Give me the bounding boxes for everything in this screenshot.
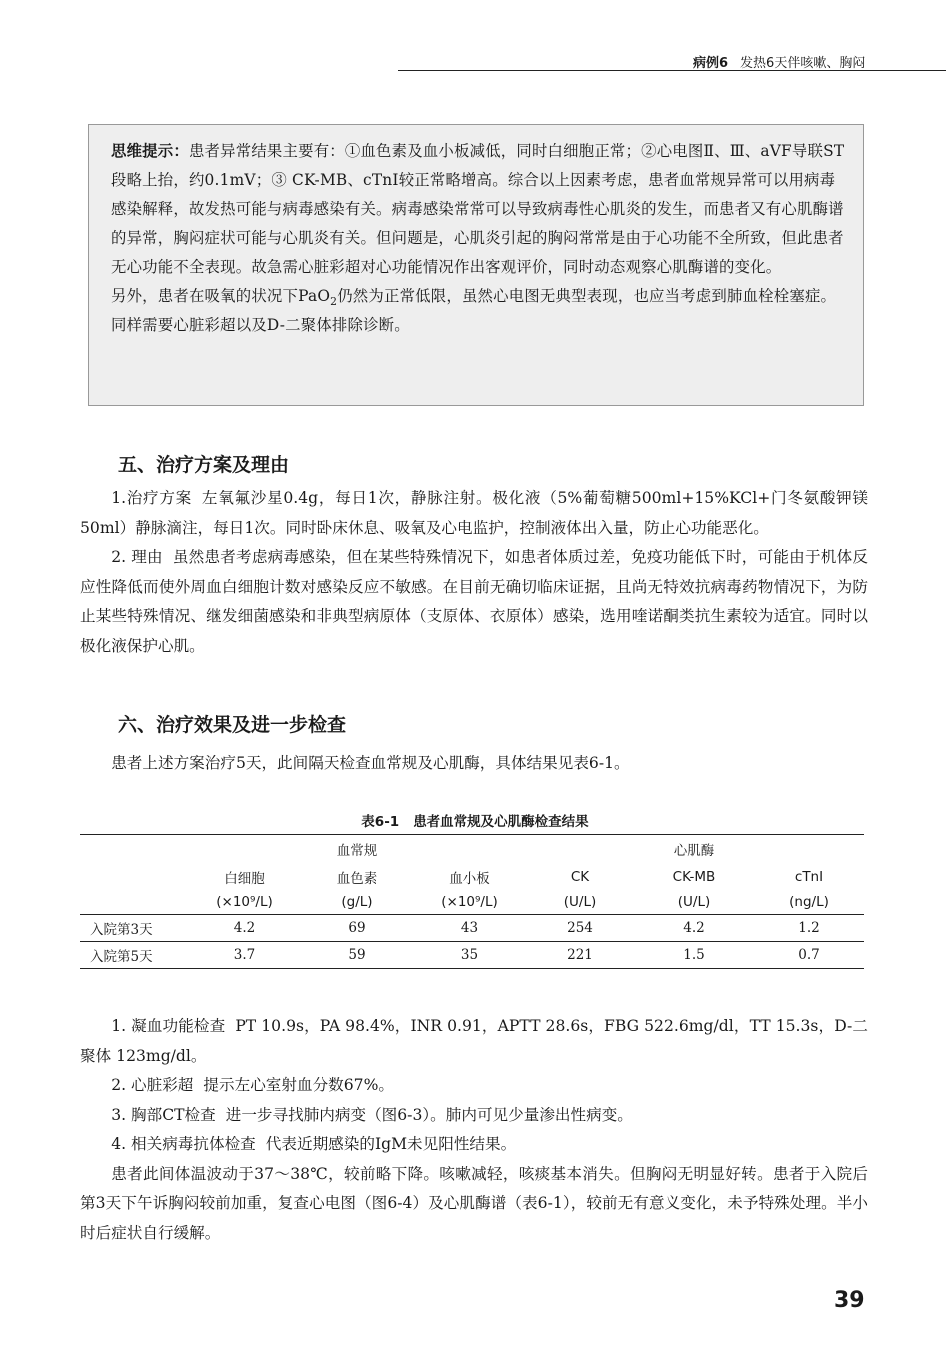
treatment-plan-label: 1.治疗方案	[111, 489, 192, 507]
hint-paragraph-1	[111, 137, 849, 282]
table-cell: 43	[460, 920, 479, 936]
finding-chest-ct	[80, 1101, 868, 1131]
table-cell: 4.2	[233, 920, 256, 936]
table-cell: 0.7	[798, 947, 820, 963]
table-title: 患者血常规及心肌酶检查结果	[413, 814, 589, 830]
hint-paragraph-2	[111, 282, 849, 340]
table-cell: 35	[460, 947, 479, 963]
running-header	[693, 52, 865, 71]
table-cell: 4.2	[683, 920, 705, 936]
section-5-body	[80, 484, 868, 661]
col-unit-hb: (g/L)	[301, 890, 413, 915]
table-caption	[0, 810, 950, 830]
group-blood-routine: 血常规	[336, 843, 378, 859]
group-myocardial-enzyme: 心肌酶	[673, 843, 715, 859]
finding-label: 4. 相关病毒抗体检查	[111, 1135, 256, 1153]
table-cell: 59	[348, 947, 366, 963]
rationale-text: 虽然患者考虑病毒感染，但在某些特殊情况下，如患者体质过差，免疫功能低下时，可能由于机体反应性降低而使外周血白细胞计数对感染反应不敏感。在目前无确切临床证据，且尚无特效抗病毒药物情况下，为防止某些特殊情况、继发细菌感染和非典型病原体（支原体、衣原体）感染，选用喹诺酮类抗生素较为适宜。同时以极化液保护心肌。	[80, 548, 868, 655]
hint-text-1: 患者异常结果主要有：①血色素及血小板减低，同时白细胞正常；②心电图Ⅱ、Ⅲ、aVF导联ST段略上抬，约0.1mV；③ CK-MB、cTnI较正常略增高。综合以上因素考虑，患者血常规异常可以用病毒感染解释，故发热可能与病毒感染有关。病毒感染常常可以导致病毒性心肌炎的发生，而患者又有心肌酶谱的异常，胸闷症状可能与心肌炎有关。但问题是，心肌炎引起的胸闷常常是由于心功能不全所致，但此患者无心功能不全表现。故急需心脏彩超对心功能情况作出客观评价，同时动态观察心肌酶谱的变化。	[111, 142, 845, 276]
row-label: 入院第5天	[90, 949, 153, 965]
rationale-paragraph	[80, 543, 868, 661]
col-name-ck: CK	[570, 868, 590, 885]
table-row	[80, 942, 864, 969]
hint-text-2b: 仍然为正常低限，虽然心电图无典型表现，也应当考虑到肺血栓栓塞症。同样需要心脏彩超以及D-二聚体排除诊断。	[111, 287, 837, 334]
col-name-ckmb: CK-MB	[672, 868, 716, 885]
finding-label: 2. 心脏彩超	[111, 1076, 194, 1094]
results-table	[80, 834, 864, 969]
col-unit-ctni: (ng/L)	[754, 890, 864, 915]
finding-text: 代表近期感染的IgM未见阳性结果。	[265, 1135, 517, 1153]
section-5-heading: 五、治疗方案及理由	[118, 454, 290, 476]
col-name-hb: 血色素	[336, 870, 378, 887]
case-label: 病例6	[693, 56, 729, 71]
rationale-label: 2. 理由	[111, 548, 163, 566]
finding-text: PT 10.9s，PA 98.4%，INR 0.91，APTT 28.6s，FBG 522.6mg/dl，TT 15.3s，D-二聚体 123mg/dl。	[80, 1017, 868, 1065]
col-unit-ck: (U/L)	[526, 890, 634, 915]
col-unit-ckmb: (U/L)	[634, 890, 754, 915]
header-rule	[398, 70, 946, 71]
section-6-intro	[80, 749, 868, 779]
col-name-ctni: cTnI	[794, 868, 824, 885]
finding-coagulation	[80, 1012, 868, 1071]
table-cell: 1.5	[683, 947, 705, 963]
finding-label: 1. 凝血功能检查	[111, 1017, 226, 1035]
table-row	[80, 915, 864, 942]
row-label: 入院第3天	[90, 922, 153, 938]
treatment-plan-text: 左氧氟沙星0.4g，每日1次，静脉注射。极化液（5%葡萄糖500ml+15%KCl+门冬氨酸钾镁50ml）静脉滴注，每日1次。同时卧床休息、吸氧及心电监护，控制液体出入量，防止心功能恶化。	[80, 489, 868, 537]
hint-subscript: 2	[330, 295, 338, 309]
header-blank	[526, 835, 634, 864]
hint-label: 思维提示：	[111, 142, 189, 160]
table-cell: 1.2	[798, 920, 820, 936]
table-cell: 221	[567, 947, 593, 963]
col-name-plt: 血小板	[449, 870, 490, 887]
treatment-plan-paragraph	[80, 484, 868, 543]
table-cell: 69	[348, 920, 366, 936]
section-6-heading: 六、治疗效果及进一步检查	[118, 714, 347, 736]
header-blank	[754, 835, 864, 864]
case-title: 发热6天伴咳嗽、胸闷	[740, 56, 866, 71]
col-name-wbc: 白细胞	[224, 870, 265, 887]
finding-echo	[80, 1071, 868, 1101]
closing-paragraph: 患者此间体温波动于37～38℃，较前略下降。咳嗽减轻，咳痰基本消失。但胸闷无明显好转。患者于入院后第3天下午诉胸闷较前加重，复查心电图（图6-4）及心肌酶谱（表6-1），较前无有意义变化，未予特殊处理。半小时后症状自行缓解。	[80, 1164, 868, 1242]
page-number: 39	[834, 1288, 865, 1313]
finding-text: 提示左心室射血分数67%。	[203, 1076, 395, 1094]
table-cell: 3.7	[233, 947, 256, 963]
hint-text-2a: 另外，患者在吸氧的状况下PaO	[111, 287, 331, 305]
header-blank	[80, 835, 188, 864]
col-unit-plt: (×10⁹/L)	[413, 890, 526, 915]
findings-block	[80, 1012, 868, 1248]
thinking-hint-box	[88, 124, 864, 406]
section-6-intro-text: 患者上述方案治疗5天，此间隔天检查血常规及心肌酶，具体结果见表6-1。	[111, 754, 630, 772]
table-number: 表6-1	[361, 814, 400, 830]
finding-viral-antibody	[80, 1130, 868, 1160]
finding-label: 3. 胸部CT检查	[111, 1105, 216, 1124]
finding-text: 进一步寻找肺内病变（图6-3）。肺内可见少量渗出性病变。	[225, 1105, 633, 1124]
table-cell: 254	[567, 920, 593, 936]
col-unit-wbc: (×10⁹/L)	[188, 890, 301, 915]
